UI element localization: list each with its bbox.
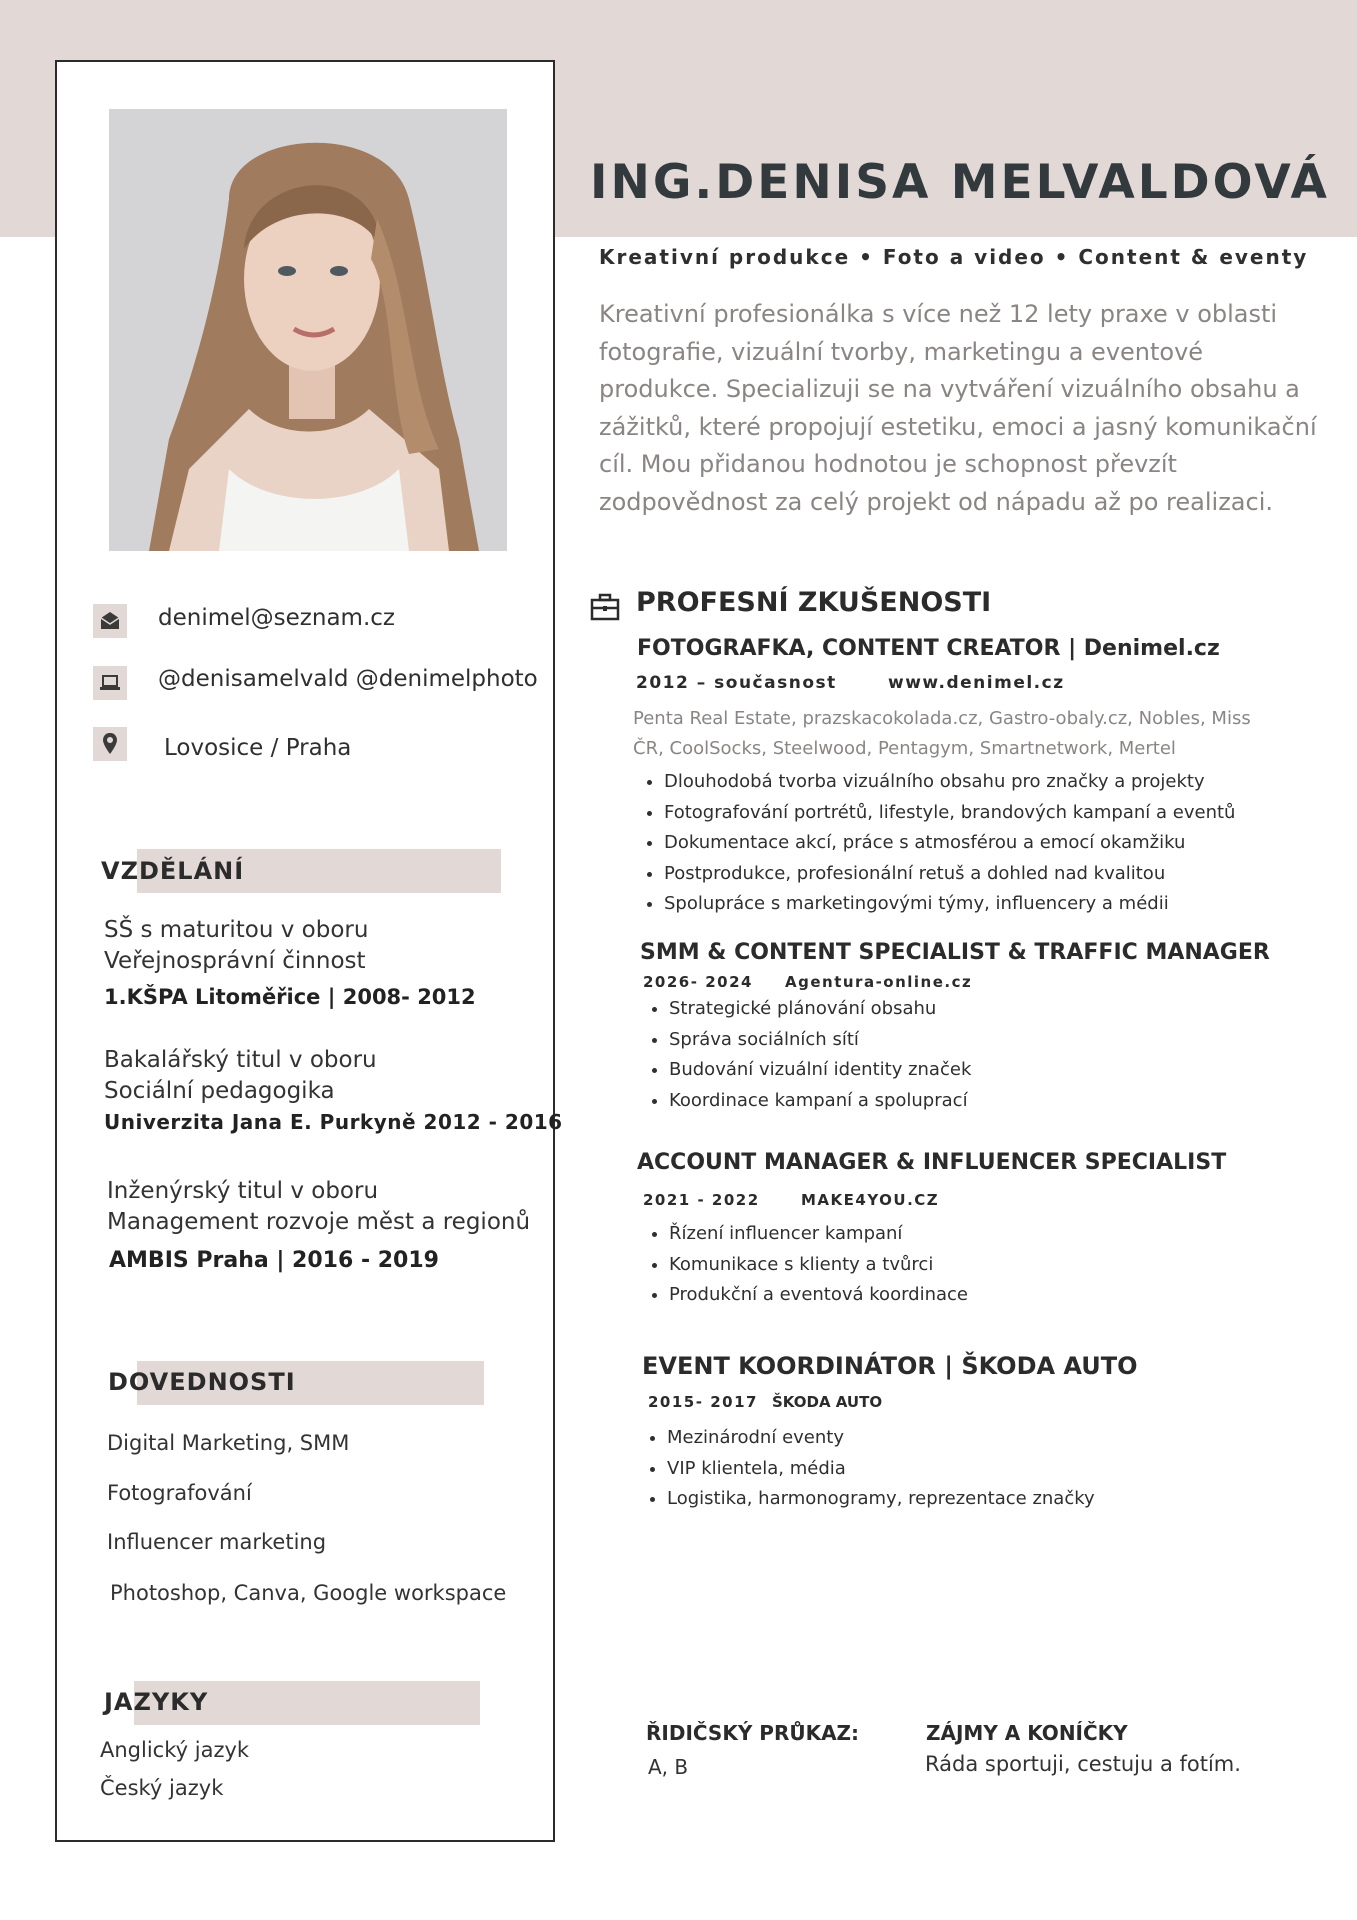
hobbies-value: Ráda sportuji, cestuju a fotím. bbox=[925, 1752, 1241, 1776]
briefcase-icon bbox=[590, 592, 620, 626]
contact-email[interactable]: denimel@seznam.cz bbox=[158, 605, 395, 631]
education-line: SŠ s maturitou v oboru bbox=[104, 917, 369, 943]
job-period: 2015- 2017 bbox=[648, 1393, 758, 1411]
job-bullets bbox=[639, 1219, 968, 1311]
list-item: • Mezinárodní eventy bbox=[667, 1423, 1095, 1454]
list-item: • Produkční a eventová koordinace bbox=[669, 1280, 968, 1311]
location-pin-icon bbox=[93, 727, 127, 761]
language-item: Anglický jazyk bbox=[100, 1738, 250, 1762]
education-line: Sociální pedagogika bbox=[104, 1078, 335, 1104]
laptop-icon bbox=[93, 666, 127, 700]
list-item: • Spolupráce s marketingovými týmy, influencery a médii bbox=[664, 889, 1235, 920]
skill-item: Photoshop, Canva, Google workspace bbox=[110, 1581, 507, 1605]
skills-title: DOVEDNOSTI bbox=[108, 1368, 296, 1396]
hobbies-title: ZÁJMY A KONÍČKY bbox=[926, 1721, 1128, 1745]
contact-location: Lovosice / Praha bbox=[164, 735, 352, 761]
license-title: ŘIDIČSKÝ PRŮKAZ: bbox=[646, 1721, 860, 1745]
profile-summary: Kreativní profesionálka s více než 12 lety praxe v oblasti fotografie, vizuální tvorby, marketingu a eventové produkce. Specializuji se na vytváření vizuálního obsahu a zážitků, které propojují estetiku, emoci a jasný komunikační cíl. Mou přidanou hodnotou je schopnost převzít zodpovědnost za celý projekt od nápadu až po realizaci. bbox=[599, 300, 1317, 516]
list-item: • Postprodukce, profesionální retuš a dohled nad kvalitou bbox=[664, 859, 1235, 890]
job-title: SMM & CONTENT SPECIALIST & TRAFFIC MANAGER bbox=[640, 940, 1270, 965]
list-item: • Strategické plánování obsahu bbox=[669, 994, 971, 1025]
education-line: Inženýrský titul v oboru bbox=[107, 1178, 379, 1204]
education-line: Veřejnosprávní činnost bbox=[104, 948, 366, 974]
list-item: • VIP klientela, média bbox=[667, 1454, 1095, 1485]
list-item: • Řízení influencer kampaní bbox=[669, 1219, 968, 1250]
job-clients: Penta Real Estate, prazskacokolada.cz, Gastro-obaly.cz, Nobles, Miss ČR, CoolSocks, Steelwood, Pentagym, Smartnetwork, Mertel bbox=[633, 708, 1251, 759]
job-company: ŠKODA AUTO bbox=[772, 1393, 883, 1411]
tagline: Kreativní produkce • Foto a video • Content & eventy bbox=[599, 245, 1309, 269]
job-period: 2021 - 2022 bbox=[643, 1191, 760, 1209]
list-item: • Logistika, harmonogramy, reprezentace značky bbox=[667, 1484, 1095, 1515]
candidate-name: ING.DENISA MELVALDOVÁ bbox=[590, 155, 1330, 210]
education-line: Bakalářský titul v oboru bbox=[104, 1047, 377, 1073]
list-item: • Fotografování portrétů, lifestyle, brandových kampaní a eventů bbox=[664, 798, 1235, 829]
job-period: 2012 – současnost bbox=[636, 673, 837, 693]
contact-social[interactable]: @denisamelvald @denimelphoto bbox=[158, 666, 538, 692]
envelope-icon bbox=[93, 604, 127, 638]
job-bullets bbox=[637, 1423, 1095, 1515]
skill-item: Digital Marketing, SMM bbox=[107, 1431, 350, 1455]
education-title: VZDĚLÁNÍ bbox=[101, 857, 245, 885]
language-item: Český jazyk bbox=[100, 1776, 224, 1800]
job-company[interactable]: www.denimel.cz bbox=[888, 673, 1065, 693]
job-title: ACCOUNT MANAGER & INFLUENCER SPECIALIST bbox=[637, 1150, 1227, 1175]
list-item: • Dlouhodobá tvorba vizuálního obsahu pro značky a projekty bbox=[664, 767, 1235, 798]
list-item: • Budování vizuální identity značek bbox=[669, 1055, 971, 1086]
job-company[interactable]: Agentura-online.cz bbox=[785, 973, 973, 991]
languages-title: JAZYKY bbox=[104, 1688, 209, 1716]
list-item: • Koordinace kampaní a spoluprací bbox=[669, 1086, 971, 1117]
license-value: A, B bbox=[648, 1755, 689, 1779]
portrait-illustration bbox=[109, 109, 507, 551]
job-title: FOTOGRAFKA, CONTENT CREATOR | Denimel.cz bbox=[637, 636, 1220, 661]
job-company[interactable]: MAKE4YOU.CZ bbox=[801, 1191, 940, 1209]
list-item: • Dokumentace akcí, práce s atmosférou a emocí okamžiku bbox=[664, 828, 1235, 859]
list-item: • Komunikace s klienty a tvůrci bbox=[669, 1250, 968, 1281]
education-school: 1.KŠPA Litoměřice | 2008- 2012 bbox=[104, 985, 476, 1009]
education-school: AMBIS Praha | 2016 - 2019 bbox=[109, 1248, 439, 1273]
skill-item: Influencer marketing bbox=[107, 1530, 327, 1554]
profile-photo bbox=[109, 109, 507, 551]
education-line: Management rozvoje měst a regionů bbox=[107, 1209, 531, 1235]
job-bullets bbox=[634, 767, 1235, 920]
job-period: 2026- 2024 bbox=[643, 973, 753, 991]
job-bullets bbox=[639, 994, 971, 1116]
skill-item: Fotografování bbox=[107, 1481, 252, 1505]
list-item: • Správa sociálních sítí bbox=[669, 1025, 971, 1056]
education-school: Univerzita Jana E. Purkyně 2012 - 2016 bbox=[104, 1110, 563, 1134]
experience-title: PROFESNÍ ZKUŠENOSTI bbox=[636, 587, 992, 618]
job-title: EVENT KOORDINÁTOR | ŠKODA AUTO bbox=[642, 1352, 1138, 1380]
